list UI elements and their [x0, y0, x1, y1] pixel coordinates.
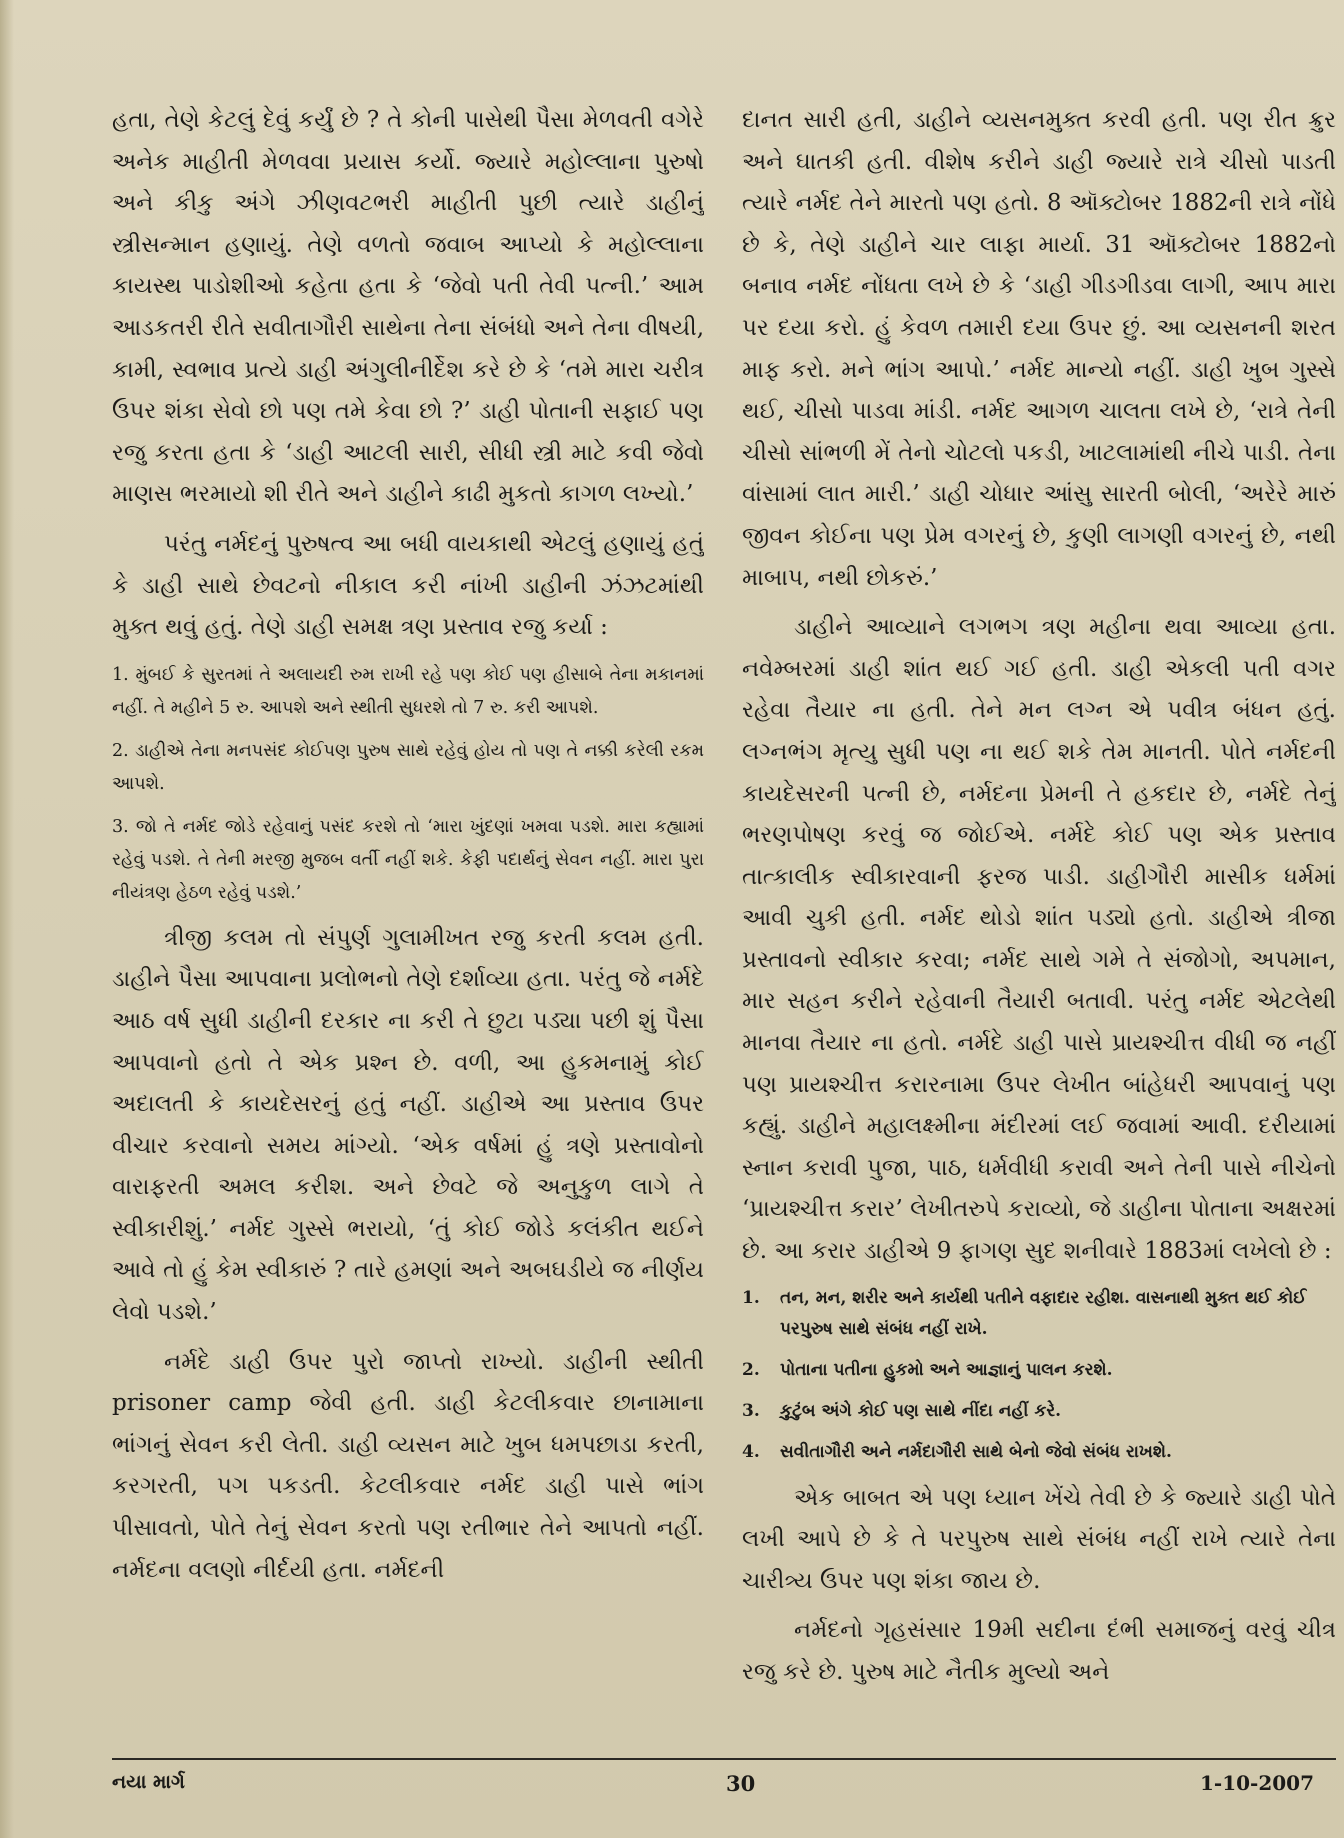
contract-item-text: તન, મન, શરીર અને કાર્યથી પતીને વફાદાર રહીશ. વાસનાથી મુક્ત થઈ કોઈ પરપુરુષ સાથે સંબંધ નહીં રાખે. [780, 1287, 1307, 1339]
contract-list [742, 1283, 1336, 1468]
page-number: 30 [726, 1771, 756, 1796]
paragraph: ત્રીજી કલમ તો સંપુર્ણ ગુલામીખત રજુ કરતી કલમ હતી. ડાહીને પૈસા આપવાના પ્રલોભનો તેણે દર્શાવ્યા હતા. પરંતુ જે નર્મદે આઠ વર્ષ સુધી ડાહીની દરકાર ના કરી તે છુટા પડ્યા પછી શું પૈસા આપવાનો હતો તે એક પ્રશ્ન છે. વળી, આ હુકમનામું કોઈ અદાલતી કે કાયદેસરનું હતું નહીં. ડાહીએ આ પ્રસ્તાવ ઉપર વીચાર કરવાનો સમય માંગ્યો. ‘એક વર્ષમાં હું ત્રણે પ્રસ્તાવોનો વારાફરતી અમલ કરીશ. અને છેવટે જે અનુકુળ લાગે તે સ્વીકારીશું.’ નર્મદ ગુસ્સે ભરાયો, ‘તું કોઈ જોડે કલંકીત થઈને આવે તો હું કેમ સ્વીકારું ? તારે હમણાં અને અબઘડીયે જ નીર્ણય લેવો પડશે.’ [112, 924, 704, 1326]
right-column [742, 100, 1336, 1730]
proposal-item: 2. ડાહીએ તેના મનપસંદ કોઈપણ પુરુષ સાથે રહેવું હોય તો પણ તે નક્કી કરેલી રકમ આપશે. [112, 740, 704, 794]
paragraph: એક બાબત એ પણ ધ્યાન ખેંચે તેવી છે કે જ્યારે ડાહી પોતે લખી આપે છે કે તે પરપુરુષ સાથે સંબંધ નહીં રાખે ત્યારે તેના ચારીત્ર્ય ઉપર પણ શંકા જાય છે. [742, 1484, 1336, 1594]
contract-item-number: 1. [742, 1287, 760, 1308]
paragraph: નર્મદે ડાહી ઉપર પુરો જાપ્તો રાખ્યો. ડાહીની સ્થીતી prisoner camp જેવી હતી. ડાહી કેટલીકવાર છાનામાના ભાંગનું સેવન કરી લેતી. ડાહી વ્યસન માટે ખુબ ધમપછાડા કરતી, કરગરતી, પગ પકડતી. કેટલીકવાર નર્મદ ડાહી પાસે ભાંગ પીસાવતો, પોતે તેનું સેવન કરતો પણ રતીભાર તેને આપતો નહીં. નર્મદના વલણો નીર્દયી હતા. નર્મદની [112, 1348, 704, 1583]
contract-item [742, 1437, 1336, 1468]
proposal-item: 1. મુંબઈ કે સુરતમાં તે અલાયદી રુમ રાખી રહે પણ કોઈ પણ હીસાબે તેના મકાનમાં નહીં. તે મહીને 5 રુ. આપશે અને સ્થીતી સુધરશે તો 7 રુ. કરી આપશે. [112, 664, 704, 718]
paragraph: હતા, તેણે કેટલું દેવું કર્યું છે ? તે કોની પાસેથી પૈસા મેળવતી વગેરે અનેક માહીતી મેળવવા પ્રયાસ કર્યો. જ્યારે મહોલ્લાના પુરુષો અને કીકુ અંગે ઝીણવટભરી માહીતી પુછી ત્યારે ડાહીનું સ્ત્રીસન્માન હણાયું. તેણે વળતો જવાબ આપ્યો કે મહોલ્લાના કાયસ્થ પાડોશીઓ કહેતા હતા કે ‘જેવો પતી તેવી પત્ની.’ આમ આડકતરી રીતે સવીતાગૌરી સાથેના તેના સંબંધો અને તેના વીષયી, કામી, સ્વભાવ પ્રત્યે ડાહી અંગુલીનીર્દેશ કરે છે કે ‘તમે મારા ચરીત્ર ઉપર શંકા સેવો છો પણ તમે કેવા છો ?’ ડાહી પોતાની સફાઈ પણ રજુ કરતા હતા કે ‘ડાહી આટલી સારી, સીધી સ્ત્રી માટે કવી જેવો માણસ ભરમાયો શી રીતે અને ડાહીને કાઢી મુકતો કાગળ લખ્યો.’ [112, 107, 704, 508]
contract-item-text: કુટુંબ અંગે કોઈ પણ સાથે નીંદા નહીં કરે. [780, 1400, 1062, 1421]
contract-item-number: 3. [742, 1400, 760, 1421]
contract-item [742, 1355, 1336, 1386]
paragraph: નર્મદનો ગૃહસંસાર 19મી સદીના દંભી સમાજનું વરવું ચીત્ર રજુ કરે છે. પુરુષ માટે નૈતીક મુલ્યો અને [742, 1617, 1336, 1685]
paragraph: દાનત સારી હતી, ડાહીને વ્યસનમુક્ત કરવી હતી. પણ રીત ક્રુર અને ઘાતકી હતી. વીશેષ કરીને ડાહી જ્યારે રાત્રે ચીસો પાડતી ત્યારે નર્મદ તેને મારતો પણ હતો. 8 ઑક્ટોબર 1882ની રાત્રે નોંધે છે કે, તેણે ડાહીને ચાર લાફા માર્યા. 31 ઑક્ટોબર 1882નો બનાવ નર્મદ નોંધતા લખે છે કે ‘ડાહી ગીડગીડવા લાગી, આપ મારા પર દયા કરો. હું કેવળ તમારી દયા ઉપર છું. આ વ્યસનની શરત માફ કરો. મને ભાંગ આપો.’ નર્મદ માન્યો નહીં. ડાહી ખુબ ગુસ્સે થઈ, ચીસો પાડવા માંડી. નર્મદ આગળ ચાલતા લખે છે, ‘રાત્રે તેની ચીસો સાંભળી મેં તેનો ચોટલો પકડી, ખાટલામાંથી નીચે પાડી. તેના વાંસામાં લાત મારી.’ ડાહી ચોધાર આંસુ સારતી બોલી, ‘અરેરે મારું જીવન કોઈના પણ પ્રેમ વગરનું છે, કુણી લાગણી વગરનું છે, નથી માબાપ, નથી છોકરું.’ [742, 107, 1336, 591]
issue-date: 1-10-2007 [1200, 1771, 1315, 1795]
contract-item-text: સવીતાગૌરી અને નર્મદાગૌરી સાથે બેનો જેવો સંબંધ રાખશે. [780, 1441, 1172, 1462]
page-edge-shadow [0, 0, 14, 1838]
paragraph: ડાહીને આવ્યાને લગભગ ત્રણ મહીના થવા આવ્યા હતા. નવેમ્બરમાં ડાહી શાંત થઈ ગઈ હતી. ડાહી એકલી પતી વગર રહેવા તૈયાર ના હતી. તેને મન લગ્ન એ પવીત્ર બંધન હતું. લગ્નભંગ મૃત્યુ સુધી પણ ના થઈ શકે તેમ માનતી. પોતે નર્મદની કાયદેસરની પત્ની છે, નર્મદના પ્રેમની તે હકદાર છે, નર્મદે તેનું ભરણપોષણ કરવું જ જોઈએ. નર્મદે કોઈ પણ એક પ્રસ્તાવ તાત્કાલીક સ્વીકારવાની ફરજ પાડી. ડાહીગૌરી માસીક ધર્મમાં આવી ચુકી હતી. નર્મદ થોડો શાંત પડ્યો હતો. ડાહીએ ત્રીજા પ્રસ્તાવનો સ્વીકાર કરવા; નર્મદ સાથે ગમે તે સંજોગો, અપમાન, માર સહન કરીને રહેવાની તૈયારી બતાવી. પરંતુ નર્મદ એટલેથી માનવા તૈયાર ના હતો. નર્મદે ડાહી પાસે પ્રાયશ્ચીત્ત વીધી જ નહીં પણ પ્રાયશ્ચીત્ત કરારનામા ઉપર લેખીત બાંહેધરી આપવાનું પણ કહ્યું. ડાહીને મહાલક્ષ્મીના મંદીરમાં લઈ જવામાં આવી. દરીયામાં સ્નાન કરાવી પુજા, પાઠ, ધર્મવીધી કરાવી અને તેની પાસે નીચેનો ‘પ્રાયશ્ચીત્ત કરાર’ લેખીતરુપે કરાવ્યો, જે ડાહીના પોતાના અક્ષરમાં છે. આ કરાર ડાહીએ 9 ફાગણ સુદ શનીવારે 1883માં લખેલો છે : [742, 614, 1336, 1265]
left-column [112, 100, 704, 1730]
contract-item [742, 1396, 1336, 1427]
contract-item-number: 2. [742, 1359, 760, 1380]
proposal-item: 3. જો તે નર્મદ જોડે રહેવાનું પસંદ કરશે તો ‘મારા ખુંદણાં ખમવા પડશે. મારા કહ્યામાં રહેવું પડશે. તે તેની મરજી મુજબ વર્તી નહીં શકે. કેફી પદાર્થનું સેવન નહીં. મારા પુરા નીયંત્રણ હેઠળ રહેવું પડશે.’ [112, 816, 704, 903]
contract-item-number: 4. [742, 1441, 760, 1462]
magazine-name: નયા માર્ગ [112, 1771, 185, 1793]
contract-item [742, 1283, 1336, 1345]
contract-item-text: પોતાના પતીના હુકમો અને આજ્ઞાનું પાલન કરશે. [780, 1359, 1113, 1380]
paragraph: પરંતુ નર્મદનું પુરુષત્વ આ બધી વાયકાથી એટલું હણાયું હતું કે ડાહી સાથે છેવટનો નીકાલ કરી નાંખી ડાહીની ઝંઝટમાંથી મુક્ત થવું હતું. તેણે ડાહી સમક્ષ ત્રણ પ્રસ્તાવ રજુ કર્યા : [112, 530, 704, 641]
footer-divider [112, 1758, 1336, 1760]
